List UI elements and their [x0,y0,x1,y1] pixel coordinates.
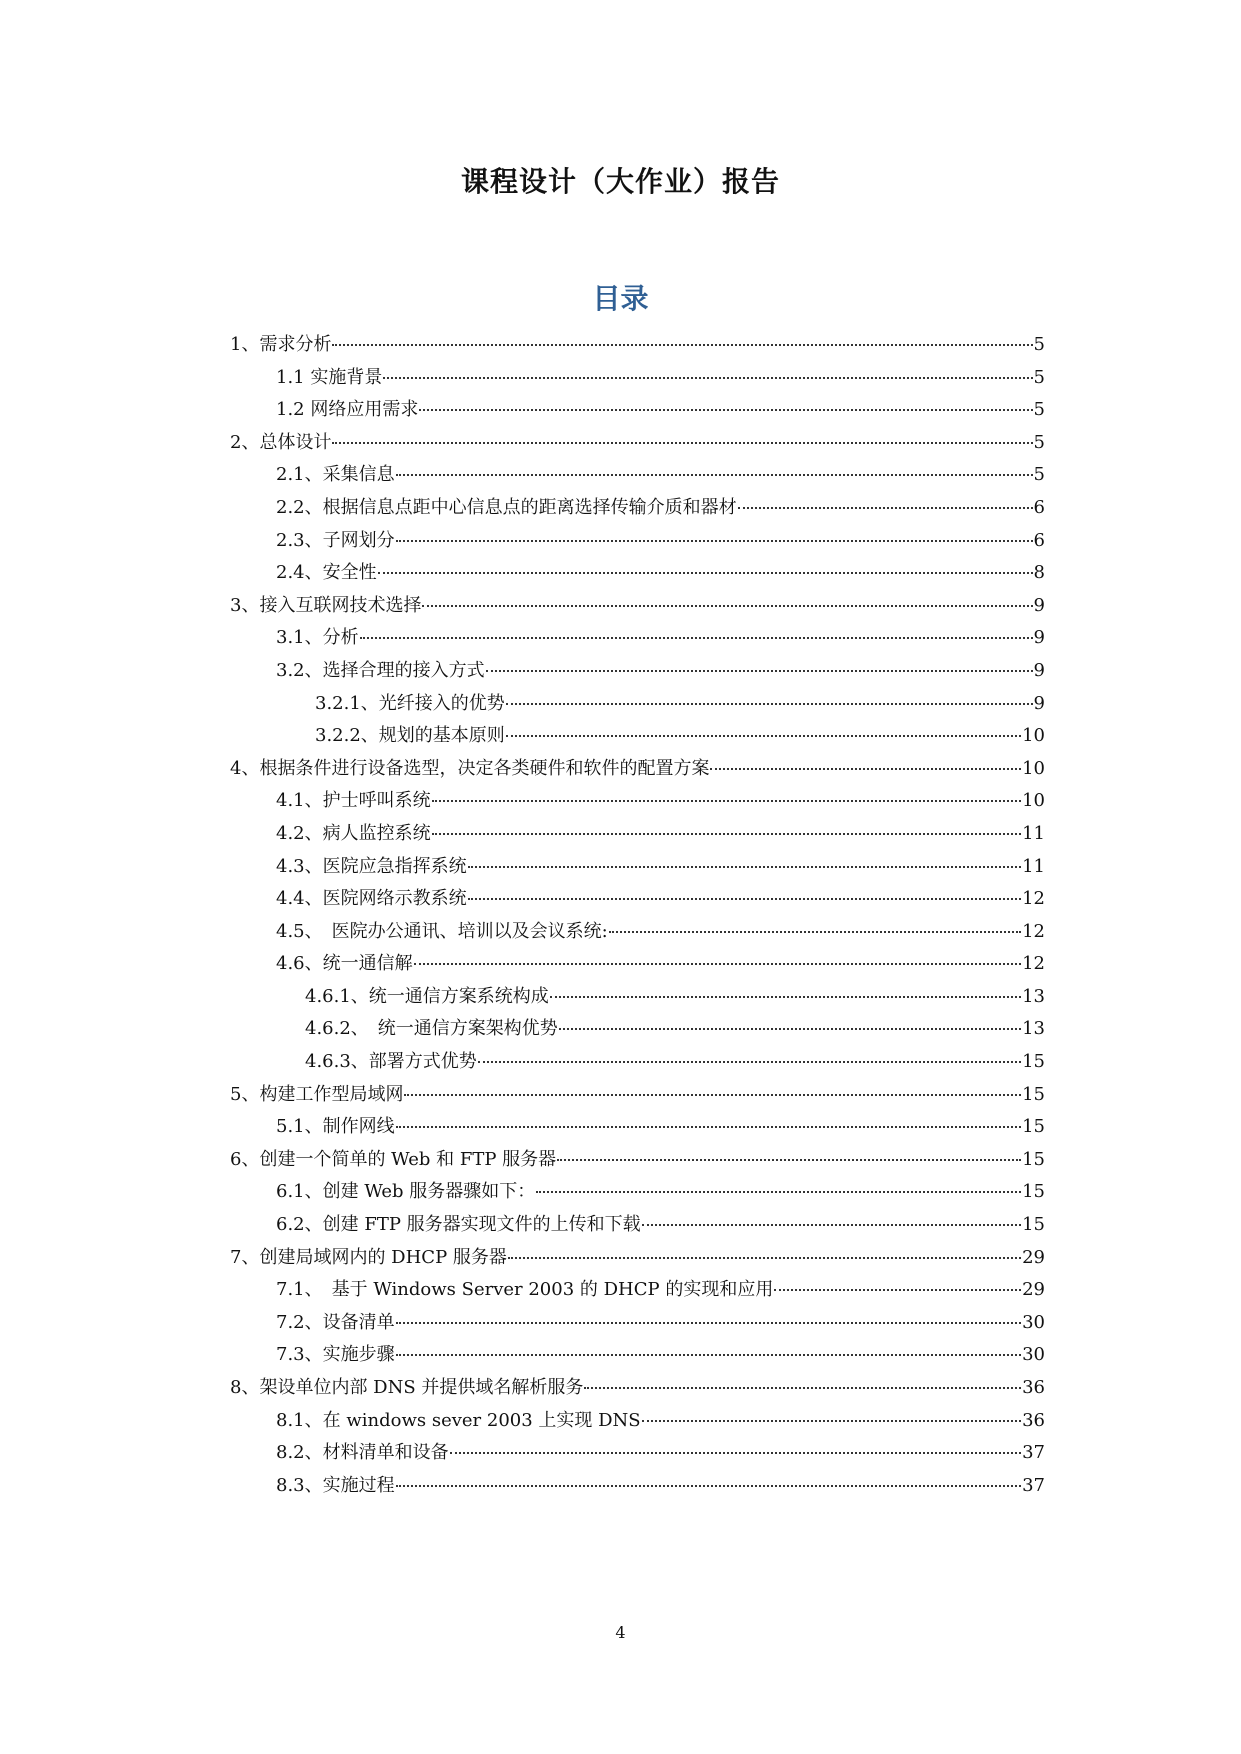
toc-entry-page: 36 [1022,1409,1045,1431]
toc-entry[interactable] [230,1210,1045,1243]
toc-dot-leader [396,474,1033,476]
toc-entry-page: 15 [1022,1083,1045,1105]
toc-dot-leader [419,409,1032,411]
toc-entry-page: 30 [1022,1344,1045,1366]
toc-dot-leader [396,540,1033,542]
toc-entry-page: 15 [1022,1116,1045,1138]
toc-entry[interactable] [230,786,1045,819]
toc-entry-page: 37 [1022,1442,1045,1464]
toc-entry-label: 5.1、制作网线 [276,1116,395,1138]
toc-entry-page: 36 [1022,1377,1045,1398]
toc-entry[interactable] [230,493,1045,526]
toc-entry-label: 6、创建一个简单的 Web 和 FTP 服务器 [230,1148,557,1170]
toc-entry-label: 8.1、在 windows sever 2003 上实现 DNS [276,1409,641,1431]
toc-entry[interactable] [230,754,1045,787]
toc-entry-page: 15 [1022,1148,1045,1170]
toc-dot-leader [536,1191,1021,1193]
toc-dot-leader [396,1322,1021,1324]
toc-entry[interactable] [230,460,1045,493]
toc-entry-page: 15 [1022,1181,1045,1203]
toc-entry-page: 30 [1022,1311,1045,1333]
toc-entry[interactable] [230,558,1045,591]
toc-entry[interactable] [230,1080,1045,1113]
toc-entry-page: 15 [1022,1214,1045,1236]
toc-dot-leader [584,1387,1021,1389]
toc-entry-page: 10 [1022,790,1045,812]
toc-entry-label: 4.4、医院网络示教系统 [276,888,467,910]
toc-entry-page: 6 [1033,496,1045,518]
toc-entry-label: 3、接入互联网技术选择 [230,594,422,616]
toc-entry-page: 12 [1022,920,1045,942]
toc-entry[interactable] [230,1340,1045,1373]
toc-dot-leader [414,963,1021,965]
page-number: 4 [615,1623,626,1642]
toc-entry[interactable] [230,428,1045,461]
toc-entry[interactable] [230,721,1045,754]
toc-entry-label: 1、需求分析 [230,334,332,355]
toc-entry-page: 5 [1033,464,1045,486]
toc-entry-page: 29 [1022,1246,1045,1268]
toc-entry-page: 5 [1033,334,1045,355]
toc-entry[interactable] [230,1112,1045,1145]
toc-entry-label: 3.2.1、光纤接入的优势 [315,692,505,714]
toc-entry[interactable] [230,1373,1045,1406]
toc-entry[interactable] [230,1243,1045,1276]
toc-entry-label: 4.6.2、 统一通信方案架构优势 [305,1018,558,1040]
toc-entry-page: 9 [1033,692,1045,714]
toc-entry-page: 11 [1022,822,1045,844]
toc-entry[interactable] [230,949,1045,982]
toc-entry[interactable] [230,917,1045,950]
toc-dot-leader [738,507,1033,509]
toc-entry[interactable] [230,1471,1045,1504]
toc-entry-page: 11 [1022,855,1045,877]
toc-entry[interactable] [230,526,1045,559]
toc-entry-label: 4.6、统一通信解 [276,953,413,975]
toc-dot-leader [378,572,1033,574]
toc-entry-label: 1.1 实施背景 [276,366,383,388]
toc-entry[interactable] [230,1308,1045,1341]
toc-dot-leader [642,1420,1021,1422]
toc-entry[interactable] [230,982,1045,1015]
toc-heading: 目录 [592,282,649,315]
toc-dot-leader [332,344,1032,346]
toc-dot-leader [468,866,1021,868]
toc-entry-page: 9 [1033,594,1045,616]
toc-dot-leader [774,1289,1021,1291]
toc-entry-page: 5 [1033,366,1045,388]
toc-dot-leader [559,1028,1021,1030]
toc-entry-page: 13 [1022,985,1045,1007]
toc-dot-leader [332,442,1032,444]
toc-dot-leader [360,637,1033,639]
toc-entry-page: 8 [1033,562,1045,584]
toc-entry[interactable] [230,656,1045,689]
toc-entry[interactable] [230,395,1045,428]
toc-dot-leader [468,898,1021,900]
toc-dot-leader [642,1224,1021,1226]
toc-dot-leader [396,1354,1021,1356]
toc-dot-leader [450,1452,1021,1454]
toc-dot-leader [478,1061,1021,1063]
toc-entry-label: 7.3、实施步骤 [276,1344,395,1366]
toc-entry-label: 4.3、医院应急指挥系统 [276,855,467,877]
toc-dot-leader [508,1257,1021,1259]
toc-entry[interactable] [230,1047,1045,1080]
toc-entry[interactable] [230,1145,1045,1178]
toc-entry-label: 4.2、病人监控系统 [276,822,431,844]
toc-entry-page: 5 [1033,431,1045,453]
toc-entry[interactable] [230,1275,1045,1308]
toc-entry-page: 12 [1022,953,1045,975]
toc-entry[interactable] [230,1177,1045,1210]
toc-entry-label: 4、根据条件进行设备选型，决定各类硬件和软件的配置方案 [230,757,710,779]
toc-entry-label: 7、创建局域网内的 DHCP 服务器 [230,1246,507,1268]
toc-entry-label: 3.2.2、规划的基本原则 [315,725,505,747]
toc-dot-leader [432,800,1021,802]
toc-entry[interactable] [230,623,1045,656]
toc-dot-leader [383,377,1032,379]
toc-dot-leader [396,1126,1021,1128]
toc-entry-label: 2.3、子网划分 [276,529,395,551]
toc-entry-label: 6.1、创建 Web 服务器骤如下： [276,1181,536,1203]
toc-entry-label: 2、总体设计 [230,431,332,453]
toc-entry-label: 7.1、 基于 Windows Server 2003 的 DHCP 的实现和应用 [276,1279,774,1301]
toc-entry-label: 1.2 网络应用需求 [276,399,419,421]
toc-entry[interactable] [230,884,1045,917]
toc-entry-page: 29 [1022,1279,1045,1301]
toc-entry-page: 10 [1022,757,1045,779]
toc-entry-page: 5 [1033,399,1045,421]
toc-dot-leader [396,1485,1021,1487]
table-of-contents [230,330,1045,1503]
toc-entry-label: 4.6.3、部署方式优势 [305,1051,477,1073]
toc-entry-label: 8、架设单位内部 DNS 并提供域名解析服务 [230,1377,584,1398]
toc-dot-leader [550,996,1021,998]
toc-entry-label: 4.1、护士呼叫系统 [276,790,431,812]
toc-entry-page: 12 [1022,888,1045,910]
toc-entry-label: 6.2、创建 FTP 服务器实现文件的上传和下载 [276,1214,641,1236]
toc-entry-page: 6 [1033,529,1045,551]
toc-entry-label: 2.1、采集信息 [276,464,395,486]
toc-entry[interactable] [230,1014,1045,1047]
toc-entry-label: 2.2、根据信息点距中心信息点的距离选择传输介质和器材 [276,496,737,518]
toc-entry[interactable] [230,819,1045,852]
toc-entry[interactable] [230,363,1045,396]
toc-entry[interactable] [230,330,1045,363]
toc-entry-page: 9 [1033,659,1045,681]
toc-entry-label: 8.3、实施过程 [276,1474,395,1496]
toc-entry-label: 3.2、选择合理的接入方式 [276,659,485,681]
toc-entry-label: 4.5、 医院办公通讯、培训以及会议系统: [276,920,608,942]
toc-dot-leader [506,735,1021,737]
toc-dot-leader [422,605,1032,607]
toc-dot-leader [710,768,1021,770]
toc-entry-label: 2.4、安全性 [276,562,377,584]
toc-entry-page: 13 [1022,1018,1045,1040]
toc-entry-page: 15 [1022,1051,1045,1073]
toc-dot-leader [404,1094,1021,1096]
toc-dot-leader [486,670,1033,672]
toc-entry-label: 4.6.1、统一通信方案系统构成 [305,985,549,1007]
toc-entry-label: 8.2、材料清单和设备 [276,1442,449,1464]
toc-entry[interactable] [230,1406,1045,1439]
toc-entry[interactable] [230,1438,1045,1471]
toc-entry[interactable] [230,852,1045,885]
toc-entry-page: 9 [1033,627,1045,649]
toc-entry-label: 5、构建工作型局域网 [230,1083,404,1105]
toc-dot-leader [506,703,1033,705]
document-title: 课程设计（大作业）报告 [460,165,780,198]
toc-entry-page: 37 [1022,1474,1045,1496]
toc-entry[interactable] [230,689,1045,722]
toc-entry-page: 10 [1022,725,1045,747]
toc-dot-leader [432,833,1021,835]
toc-dot-leader [609,931,1021,933]
toc-entry-label: 3.1、分析 [276,627,359,649]
toc-entry[interactable] [230,591,1045,624]
toc-dot-leader [557,1159,1021,1161]
toc-entry-label: 7.2、设备清单 [276,1311,395,1333]
